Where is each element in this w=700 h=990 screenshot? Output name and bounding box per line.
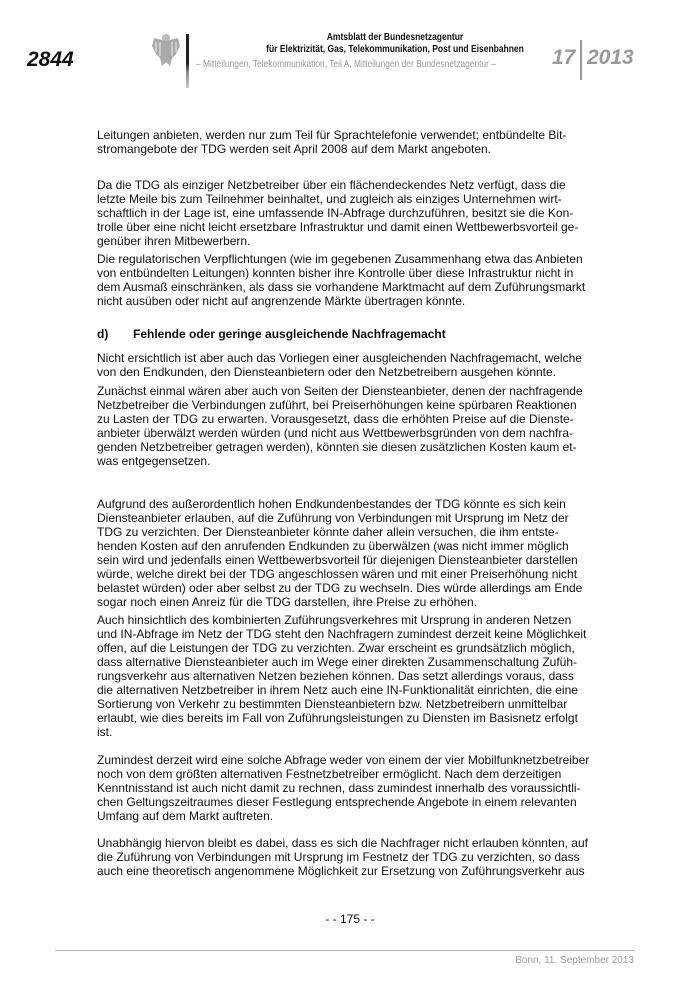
- text-line: Umfang auf dem Markt auftreten.: [97, 809, 274, 823]
- text-line: anbieter überwälzt werden würden (und nicht aus Wettbewerbsgründen von dem nachfra-: [97, 426, 574, 440]
- text-line: was entgegensetzen.: [97, 454, 211, 468]
- text-line: Die regulatorischen Verpflichtungen (wie im gegebenen Zusammenhang etwa das Anbieten: [97, 252, 583, 266]
- paragraph: [97, 753, 617, 823]
- text-line: Aufgrund des außerordentlich hohen Endkundenbestandes der TDG könnte es sich kein: [97, 497, 566, 511]
- text-line: würde, welche direkt bei der TDG angeschlossen wären und mit einer Preiserhöhung nicht: [97, 567, 578, 581]
- text-line: sein wird und jedenfalls einen Wettbewerbsvorteil für diejenigen Diensteanbieter darstellen: [97, 553, 578, 567]
- text-line: dem Ausmaß einschränken, als dass sie vorhandene Marktmacht auf dem Zuführungsmarkt: [97, 280, 586, 294]
- journal-title: Amtsblatt der Bundesnetzagentur: [326, 32, 464, 43]
- paragraph: [97, 128, 617, 156]
- text-line: henden Kosten auf den anrufenden Endkunden zu überwälzen (was nicht immer möglich: [97, 539, 569, 553]
- text-line: die Zuführung von Verbindungen mit Ursprung im Festnetz der TDG zu verzichten, so dass: [97, 850, 580, 864]
- text-line: Netzbetreiber die Verbindungen zuführt, bei Preiserhöhungen keine spürbaren Reaktionen: [97, 398, 577, 412]
- text-line: und IN-Abfrage im Netz der TDG steht den Nachfragern zumindest derzeit keine Möglichkeit: [97, 627, 587, 641]
- text-line: genden Netzbetreiber getragen werden), könnten sie diesen zusätzlichen Kosten kaum et-: [97, 440, 577, 454]
- text-line: Leitungen anbieten, werden nur zum Teil für Sprachtelefonie verwendet; entbündelte Bit-: [97, 128, 567, 142]
- paragraph: [97, 613, 617, 739]
- section-subtitle: – Mitteilungen, Telekommunikation, Teil A, Mitteilungen der Bundesnetzagentur –: [196, 59, 496, 70]
- issue-year: 2013: [587, 46, 634, 69]
- paragraph: [97, 497, 617, 609]
- text-line: trolle über eine nicht leicht ersetzbare Infrastruktur und damit einen Wettbewerbsvorteil ge-: [97, 220, 579, 234]
- text-line: auch eine theoretisch angenommene Möglichkeit zur Ersetzung von Zuführungsverkehr aus: [97, 864, 585, 878]
- header-divider: [186, 34, 189, 88]
- paragraph: [97, 836, 617, 878]
- publication-date: Bonn, 11. September 2013: [515, 955, 634, 966]
- text-line: Zumindest derzeit wird eine solche Abfrage weder von einem der vier Mobilfunknetzbetreiber: [97, 753, 590, 767]
- text-line: Nicht ersichtlich ist aber auch das Vorliegen einer ausgleichenden Nachfragemacht, welche: [97, 351, 582, 365]
- text-line: von den Endkunden, den Diensteanbietern oder den Netzbetreibern ausgehen könnte.: [97, 365, 557, 379]
- text-line: die alternativen Netzbetreiber in ihrem Netz auch eine IN-Funktionalität einrichten, die eine: [97, 683, 578, 697]
- text-line: noch von dem größten alternativen Festnetzbetreiber ermöglicht. Nach dem derzeitigen: [97, 767, 562, 781]
- text-line: Diensteanbieter erlauben, auf die Zuführung von Verbindungen mit Ursprung im Netz der: [97, 511, 569, 525]
- text-line: Unabhängig hiervon bleibt es dabei, dass es sich die Nachfrager nicht erlauben könnten, auf: [97, 836, 588, 850]
- text-line: rungsverkehr aus alternativen Netzen beziehen können. Das setzt allerdings voraus, dass: [97, 669, 574, 683]
- section-heading-text: Fehlende oder geringe ausgleichende Nachfragemacht: [133, 327, 446, 341]
- text-line: Kenntnisstand ist auch nicht damit zu rechnen, dass zumindest innerhalb des voraussichtli-: [97, 781, 581, 795]
- text-line: ist.: [97, 725, 113, 739]
- text-line: nicht ausüben oder nicht auf angrenzende Märkte übertragen könnte.: [97, 294, 466, 308]
- text-line: sogar noch einen Anreiz für die TDG darstellen, ihre Preise zu erhöhen.: [97, 595, 477, 609]
- footer-divider: [55, 950, 635, 951]
- text-line: Auch hinsichtlich des kombinierten Zuführungsverkehres mit Ursprung in anderen Netzen: [97, 613, 572, 627]
- text-line: letzte Meile bis zum Teilnehmer beinhaltet, und zugleich als einziges Unternehmen wirt-: [97, 192, 562, 206]
- issue-number: 17: [552, 46, 576, 69]
- text-line: stromangebote der TDG werden seit April 2008 auf dem Markt angeboten.: [97, 142, 492, 156]
- section-heading-label: d): [97, 327, 109, 341]
- text-line: TDG zu verzichten. Der Diensteanbieter könnte daher allein versuchen, die ihm entste-: [97, 525, 559, 539]
- text-line: dass alternative Diensteanbieter auch im Wege einer direkten Zusammenschaltung Zufüh-: [97, 655, 578, 669]
- text-line: zu Lasten der TDG zu erwarten. Vorausgesetzt, dass die erhöhten Preise auf die Dienste-: [97, 412, 574, 426]
- text-line: Sortierung von Verkehr zu bestimmten Diensteanbietern bzw. Netzbetreibern unmittelbar: [97, 697, 568, 711]
- text-line: Da die TDG als einziger Netzbetreiber über ein flächendeckendes Netz verfügt, dass die: [97, 178, 566, 192]
- text-line: offen, auf die Leistungen der TDG zu verzichten. Zwar erscheint es grundsätzlich möglich,: [97, 641, 575, 655]
- text-line: belastet würden) oder aber selbst zu der TDG zu wechseln. Dies würde allerdings am Ende: [97, 581, 583, 595]
- page-number: 2844: [27, 48, 74, 71]
- federal-eagle-icon: [150, 32, 182, 68]
- journal-subtitle: für Elektrizität, Gas, Telekommunikation, Post und Eisenbahnen: [266, 44, 524, 55]
- paragraph: [97, 351, 617, 379]
- paragraph: [97, 384, 617, 468]
- text-line: chen Geltungszeitraumes dieser Festlegung entsprechende Angebote in einem relevanten: [97, 795, 577, 809]
- document-page-number: - - 175 - -: [325, 912, 375, 926]
- text-line: von entbündelten Leitungen) konnten bisher ihre Kontrolle über diese Infrastruktur nicht in: [97, 266, 574, 280]
- paragraph: [97, 252, 617, 308]
- text-line: schaftlich in der Lage ist, eine umfassende IN-Abfrage durchzuführen, besitzt sie die Kon-: [97, 206, 574, 220]
- issue-divider: [580, 40, 582, 80]
- text-line: erlaubt, wie dies bereits im Fall von Zuführungsleistungen zu Diensten im Basisnetz erfolgt: [97, 711, 578, 725]
- paragraph: [97, 178, 617, 248]
- text-line: genüber ihren Mitbewerbern.: [97, 234, 251, 248]
- text-line: Zunächst einmal wären aber auch von Seiten der Diensteanbieter, denen der nachfragende: [97, 384, 583, 398]
- section-heading: [97, 327, 446, 341]
